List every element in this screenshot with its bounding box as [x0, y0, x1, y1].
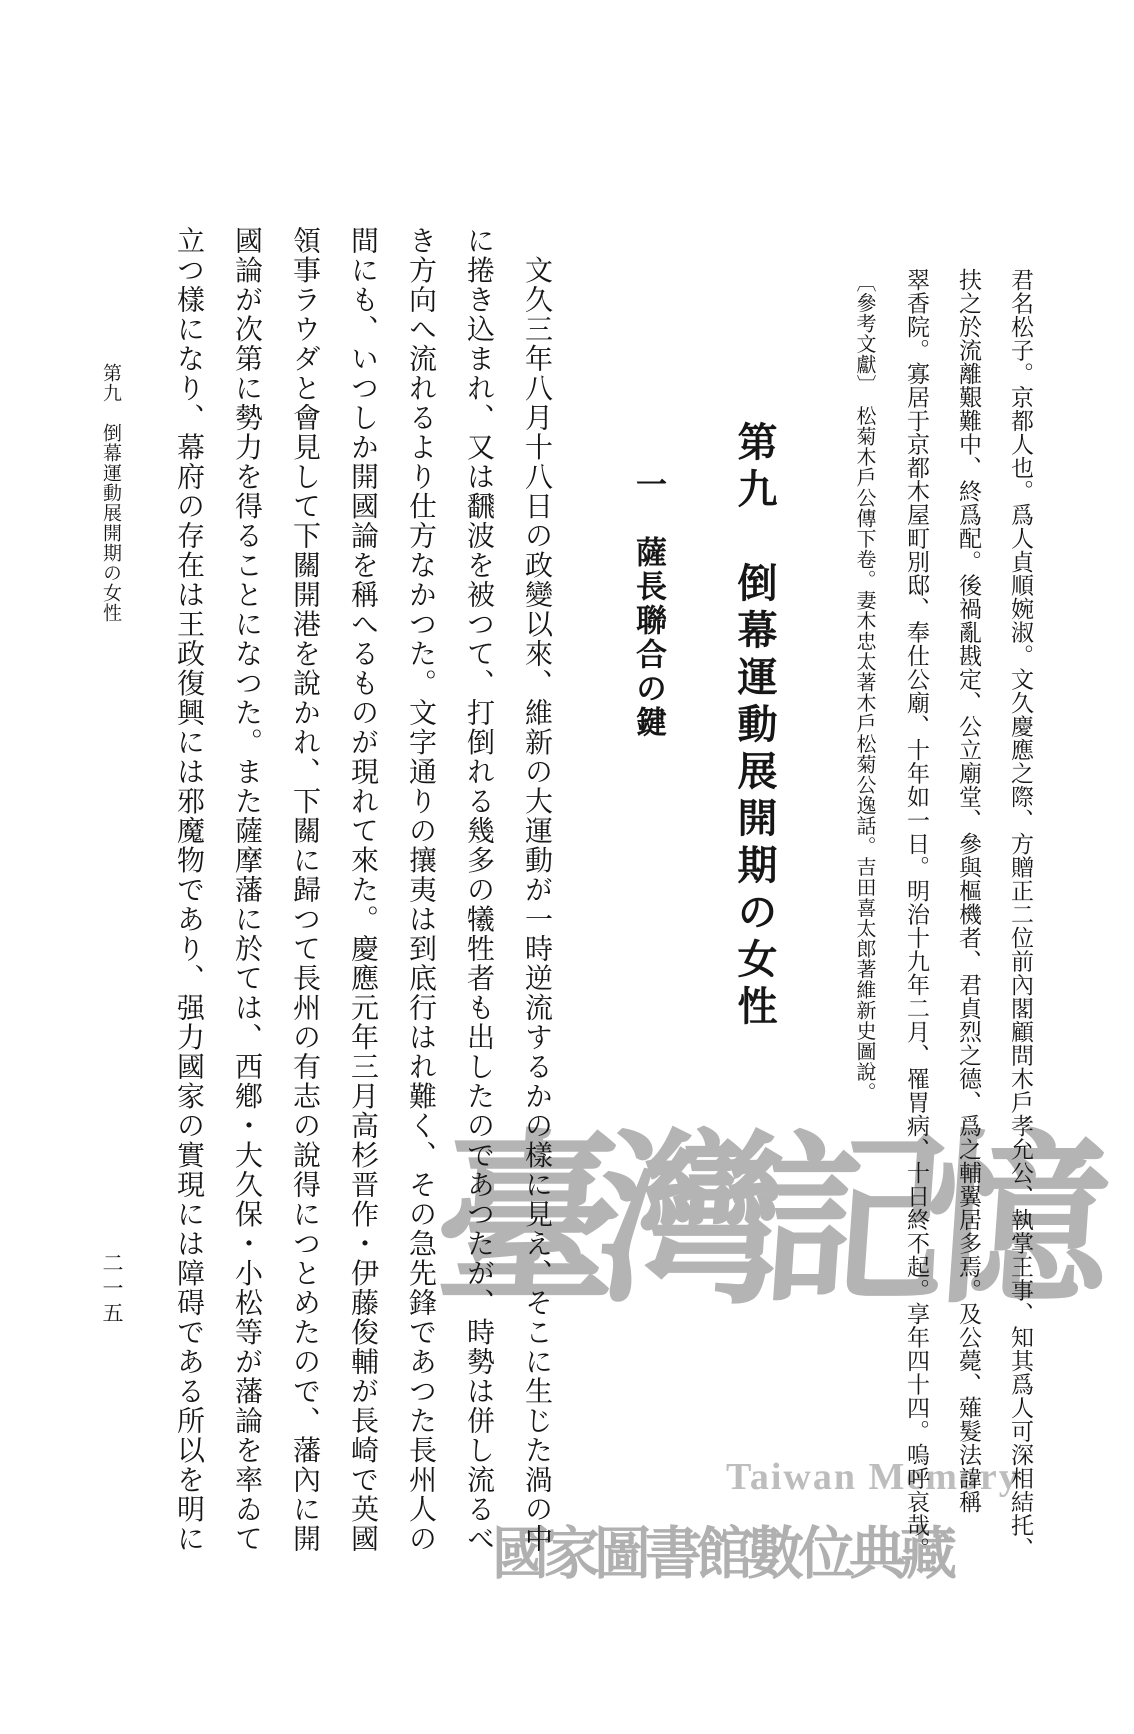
page-number: 二一五 [100, 1252, 124, 1327]
body-line: 國論が次第に勢力を得ることになつた。また薩摩藩に於ては、西鄕・大久保・小松等が藩論を率ゐて [231, 226, 262, 1554]
body-line: き方向へ流れるより仕方なかつた。文字通りの攘夷は到底行はれ難く、その急先鋒であつた長州人の [405, 226, 436, 1554]
watermark-taiwan-memory-seal: 臺灣記憶 [428, 1121, 1096, 1326]
reference-entry: 〔參考文獻〕 松菊木戶公傳下卷。妻木忠太著木戶松菊公逸話。吉田喜太郎著維新史圖說。 [853, 272, 875, 1103]
body-line: に捲き込まれ、又は飜波を被つて、打倒れる幾多の犧牲者も出したのであつたが、時勢は併し流るべ [463, 226, 494, 1554]
section-heading: 一 薩長聯合の鍵 [631, 468, 666, 740]
chapter-heading: 第九 倒幕運動展開期の女性 [732, 421, 777, 1032]
body-line: 立つ樣になり、幕府の存在は王政復興には邪魔物であり、强力國家の實現には障碍である所以を明に [173, 226, 204, 1554]
body-line: 文久三年八月十八日の政變以來、維新の大運動が一時逆流するかの樣に見え、そこに生じた渦の中 [521, 226, 552, 1554]
body-line: 間にも、いつしか開國論を稱へるものが現れて來た。慶應元年三月高杉晋作・伊藤俊輔が長崎で英國 [347, 226, 378, 1554]
biography-note-column: 扶之於流離艱難中、終爲配。後禍亂戡定、公立廟堂、參與樞機者、君貞烈之德、爲之輔翼居多焉。及公薨、薙髮法諱稱 [956, 268, 981, 1514]
watermark-taiwan-memory-latin: Taiwan Memory [726, 1456, 1020, 1498]
biography-note [884, 268, 1046, 1573]
body-line: 領事ラウダと會見して下關開港を說かれ、下關に歸つて長州の有志の說得につとめたので、藩內に開 [289, 226, 320, 1554]
watermark-national-library-digital-archive: 國家圖書館數位典藏 [492, 1523, 951, 1586]
body-text [157, 226, 565, 1566]
biography-note-column: 君名松子。京都人也。爲人貞順婉淑。文久慶應之際、方贈正二位前內閣顧問木戶孝允公、執掌王事、知其爲人可深相結托、 [1008, 268, 1033, 1561]
running-header: 第九 倒幕運動展開期の女性 [100, 363, 121, 623]
biography-note-column: 翠香院。寡居于京都木屋町別邸、奉仕公廟、十年如一日。明治十九年二月、罹胃病、十日終不起。享年四十四。嗚呼哀哉。 [904, 268, 929, 1561]
